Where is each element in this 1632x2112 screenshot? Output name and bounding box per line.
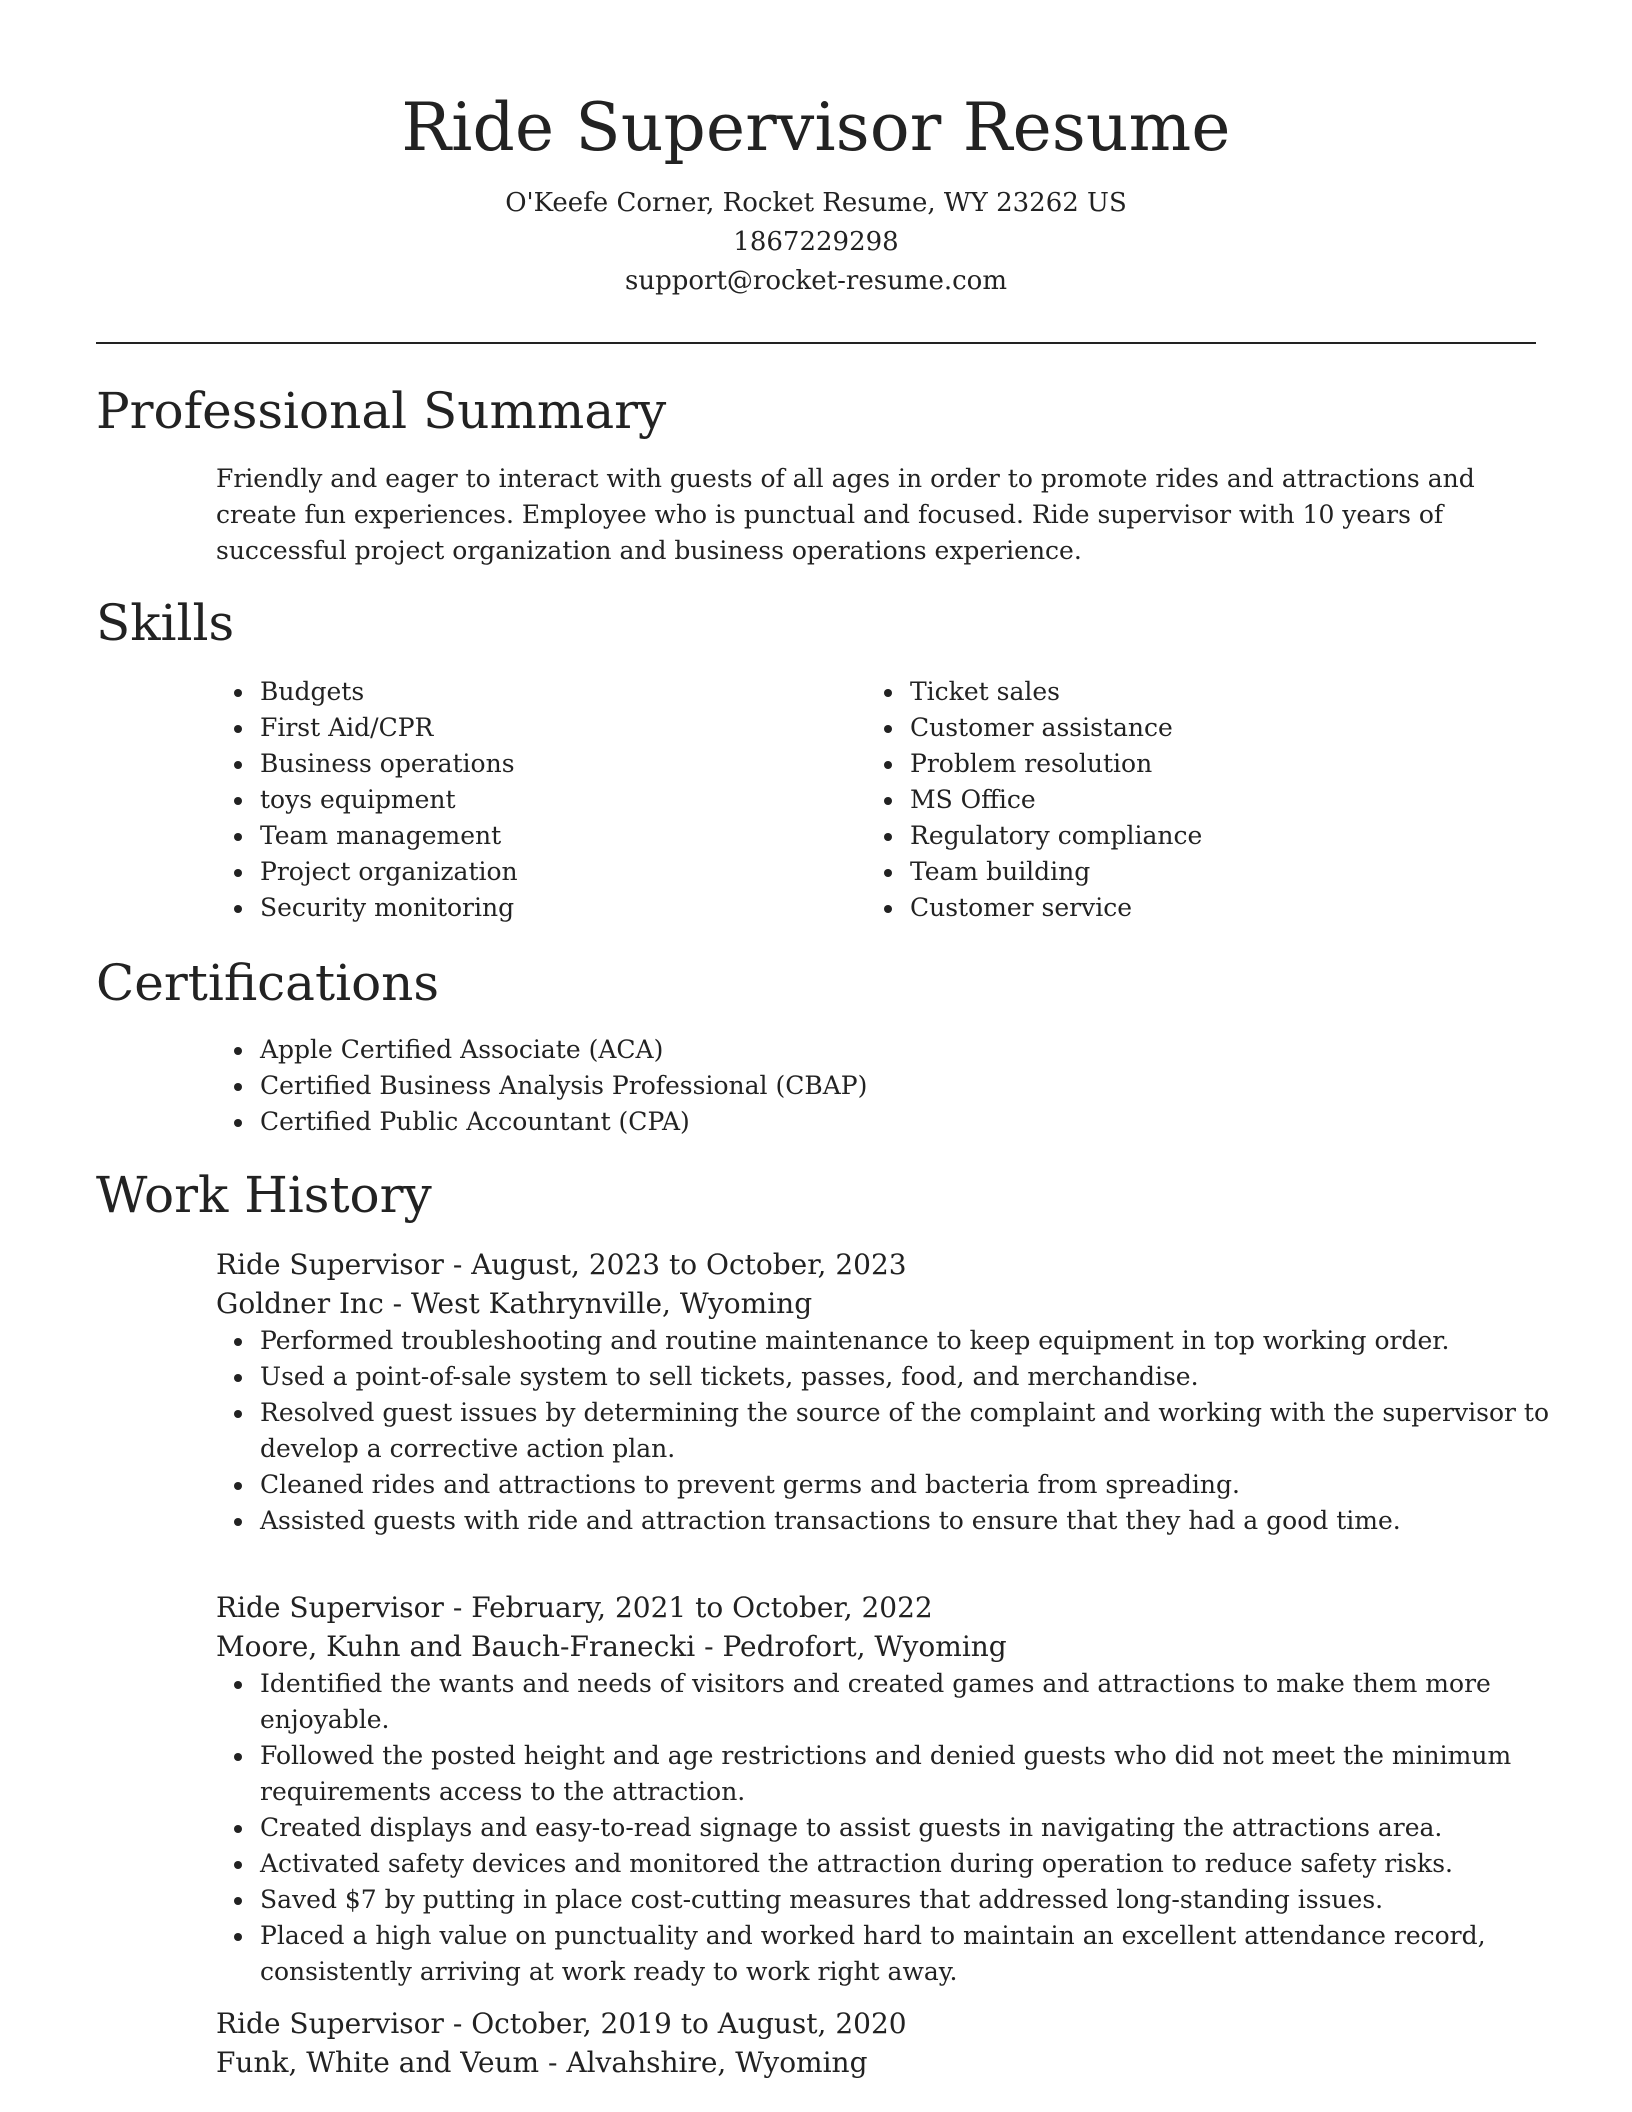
job-duty: Assisted guests with ride and attraction transactions to ensure that they had a good time. [260, 1503, 1580, 1539]
job-duties-list [216, 1323, 1580, 1539]
job-title: Ride Supervisor [216, 1248, 444, 1281]
job-company: Moore, Kuhn and Bauch-Franecki [216, 1630, 696, 1663]
job-duty: Resolved guest issues by determining the source of the complaint and working with the supervisor to develop a corrective action plan. [260, 1395, 1580, 1467]
certification-item: Certified Public Accountant (CPA) [260, 1104, 867, 1140]
section-title-summary: Professional Summary [96, 382, 667, 440]
skills-list-left [216, 674, 518, 926]
certification-item: Apple Certified Associate (ACA) [260, 1032, 867, 1068]
resume-title: Ride Supervisor Resume [401, 89, 1231, 166]
skill-item: Customer service [910, 890, 1202, 926]
skill-item: First Aid/CPR [260, 710, 518, 746]
job-location: Pedrofort, Wyoming [722, 1630, 1007, 1663]
job-duty: Activated safety devices and monitored the attraction during operation to reduce safety risks. [260, 1846, 1580, 1882]
certification-item: Certified Business Analysis Professional (CBAP) [260, 1068, 867, 1104]
job-dates: August, 2023 to October, 2023 [471, 1248, 907, 1281]
skill-item: Regulatory compliance [910, 818, 1202, 854]
section-title-work-history: Work History [96, 1166, 432, 1224]
certifications-list [216, 1032, 867, 1140]
skill-item: Customer assistance [910, 710, 1202, 746]
job-company: Funk, White and Veum [216, 2046, 540, 2079]
resume-header [96, 78, 1536, 301]
job-location: Alvahshire, Wyoming [566, 2046, 868, 2079]
section-title-certifications: Certifications [96, 954, 440, 1012]
job-duties-list [216, 1666, 1580, 1990]
header-divider [96, 342, 1536, 344]
skill-item: Security monitoring [260, 890, 518, 926]
skill-item: MS Office [910, 782, 1202, 818]
job-company-line: Moore, Kuhn and Bauch-Franecki - Pedrofort, Wyoming [216, 1630, 1007, 1663]
job-entry [216, 2004, 1536, 2082]
job-title-line: Ride Supervisor - August, 2023 to October, 2023 [216, 1248, 907, 1281]
contact-email: support@rocket-resume.com [624, 266, 1007, 296]
skill-item: Team management [260, 818, 518, 854]
section-title-skills: Skills [96, 594, 235, 652]
skill-item: Business operations [260, 746, 518, 782]
job-duty: Created displays and easy-to-read signage to assist guests in navigating the attractions area. [260, 1810, 1580, 1846]
job-location: West Kathrynville, Wyoming [411, 1287, 813, 1320]
skill-item: toys equipment [260, 782, 518, 818]
job-entry [216, 1588, 1536, 1990]
job-title-line: Ride Supervisor - February, 2021 to October, 2022 [216, 1591, 933, 1624]
job-duty: Placed a high value on punctuality and worked hard to maintain an excellent attendance record, consistently arriving at work ready to work right away. [260, 1918, 1580, 1990]
job-title: Ride Supervisor [216, 1591, 444, 1624]
skill-item: Ticket sales [910, 674, 1202, 710]
skill-item: Problem resolution [910, 746, 1202, 782]
summary-text: Friendly and eager to interact with guests of all ages in order to promote rides and attractions and create fun experiences. Employee who is punctual and focused. Ride supervisor with 10 years of successful project organization and business operations experience. [216, 464, 1475, 565]
job-company: Goldner Inc [216, 1287, 384, 1320]
job-duty: Saved $7 by putting in place cost-cutting measures that addressed long-standing issues. [260, 1882, 1580, 1918]
skill-item: Team building [910, 854, 1202, 890]
job-company-line: Goldner Inc - West Kathrynville, Wyoming [216, 1287, 813, 1320]
job-entry [216, 1245, 1549, 1539]
job-title: Ride Supervisor [216, 2007, 444, 2040]
job-dates: February, 2021 to October, 2022 [471, 1591, 933, 1624]
job-duty: Used a point-of-sale system to sell tickets, passes, food, and merchandise. [260, 1359, 1580, 1395]
job-duty: Performed troubleshooting and routine maintenance to keep equipment in top working order. [260, 1323, 1580, 1359]
contact-phone: 1867229298 [733, 227, 899, 257]
skill-item: Budgets [260, 674, 518, 710]
job-dates: October, 2019 to August, 2020 [471, 2007, 907, 2040]
job-duty: Identified the wants and needs of visitors and created games and attractions to make them more enjoyable. [260, 1666, 1580, 1738]
job-company-line: Funk, White and Veum - Alvahshire, Wyoming [216, 2046, 868, 2079]
skills-list-right [866, 674, 1202, 926]
job-duty: Followed the posted height and age restrictions and denied guests who did not meet the minimum requirements access to the attraction. [260, 1738, 1580, 1810]
job-duty: Cleaned rides and attractions to prevent germs and bacteria from spreading. [260, 1467, 1580, 1503]
skill-item: Project organization [260, 854, 518, 890]
job-title-line: Ride Supervisor - October, 2019 to August, 2020 [216, 2007, 907, 2040]
contact-address: O'Keefe Corner, Rocket Resume, WY 23262 US [505, 188, 1127, 218]
